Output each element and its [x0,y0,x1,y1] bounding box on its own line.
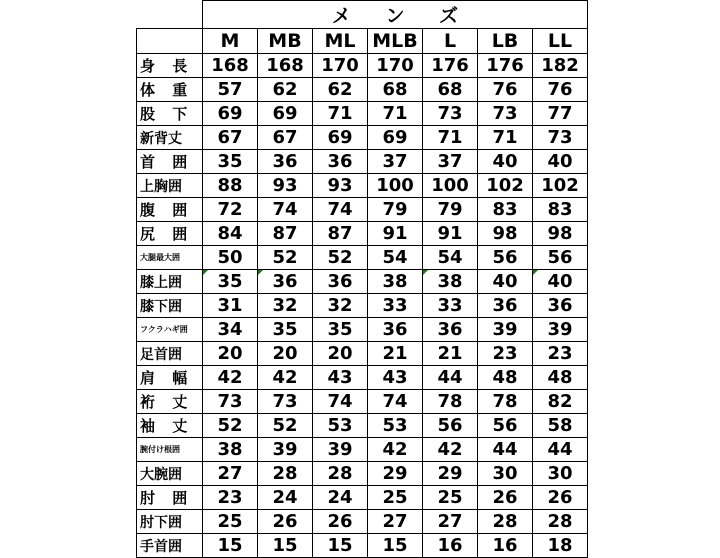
value-cell[interactable]: 35 [258,318,313,342]
corner-cell [137,29,203,54]
value-cell[interactable]: 28 [258,462,313,486]
size-header-ll[interactable]: LL [533,29,588,54]
table-row [137,414,588,438]
table-row [137,318,588,342]
value-cell[interactable]: 48 [533,366,588,390]
value-cell[interactable]: 71 [423,126,478,150]
value-cell[interactable]: 31 [203,294,258,318]
value-cell[interactable]: 76 [478,78,533,102]
row-label[interactable]: 股 下 [137,102,203,126]
row-label[interactable]: 腹 囲 [137,198,203,222]
table-row [137,246,588,270]
value-cell[interactable]: 42 [203,366,258,390]
value-cell[interactable]: 168 [203,54,258,78]
table-row [137,198,588,222]
value-cell[interactable]: 73 [478,102,533,126]
value-cell[interactable]: 20 [313,342,368,366]
value-cell[interactable]: 77 [533,102,588,126]
value-cell[interactable]: 16 [478,534,533,558]
table-row [137,510,588,534]
value-cell[interactable]: 74 [313,390,368,414]
value-cell[interactable]: 24 [258,486,313,510]
table-row [137,150,588,174]
value-cell[interactable]: 79 [423,198,478,222]
value-cell[interactable]: 52 [203,414,258,438]
table-row [137,54,588,78]
value-cell[interactable]: 37 [368,150,423,174]
value-cell[interactable]: 23 [478,342,533,366]
value-cell[interactable]: 18 [533,534,588,558]
value-cell[interactable]: 40 [478,270,533,294]
row-label[interactable]: 腕付け根囲 [137,438,203,462]
value-cell[interactable]: 40 [533,150,588,174]
value-cell[interactable]: 16 [423,534,478,558]
row-label[interactable]: 大腿最大囲 [137,246,203,270]
value-cell[interactable]: 39 [533,318,588,342]
value-cell[interactable]: 21 [423,342,478,366]
size-header-mlb[interactable]: MLB [368,29,423,54]
value-cell[interactable]: 42 [258,366,313,390]
value-cell[interactable]: 100 [423,174,478,198]
value-cell[interactable]: 23 [203,486,258,510]
value-cell[interactable]: 182 [533,54,588,78]
value-cell[interactable]: 20 [258,342,313,366]
table-row [137,102,588,126]
row-label[interactable]: 肘 囲 [137,486,203,510]
value-cell[interactable]: 69 [313,126,368,150]
table-row [137,462,588,486]
value-cell[interactable]: 73 [533,126,588,150]
value-cell[interactable]: 15 [368,534,423,558]
value-cell[interactable]: 170 [368,54,423,78]
value-cell[interactable]: 53 [313,414,368,438]
table-row [137,270,588,294]
value-cell[interactable]: 27 [423,510,478,534]
value-cell[interactable]: 74 [313,198,368,222]
value-cell[interactable]: 69 [258,102,313,126]
value-cell[interactable]: 26 [533,486,588,510]
value-cell[interactable]: 73 [203,390,258,414]
value-cell[interactable]: 72 [203,198,258,222]
value-cell[interactable]: 74 [368,390,423,414]
value-cell[interactable]: 40 [533,270,588,294]
table-row [137,78,588,102]
value-cell[interactable]: 21 [368,342,423,366]
value-cell[interactable]: 30 [478,462,533,486]
value-cell[interactable]: 42 [423,438,478,462]
row-label[interactable]: 首 囲 [137,150,203,174]
row-label[interactable]: 足首囲 [137,342,203,366]
table-row [137,438,588,462]
value-cell[interactable]: 30 [533,462,588,486]
value-cell[interactable]: 37 [423,150,478,174]
value-cell[interactable]: 87 [258,222,313,246]
row-label[interactable]: フクラハギ囲 [137,318,203,342]
value-cell[interactable]: 76 [533,78,588,102]
value-cell[interactable]: 56 [478,414,533,438]
value-cell[interactable]: 36 [478,294,533,318]
value-cell[interactable]: 176 [478,54,533,78]
value-cell[interactable]: 28 [533,510,588,534]
corner-cell [137,1,203,29]
value-cell[interactable]: 53 [368,414,423,438]
value-cell[interactable]: 28 [313,462,368,486]
value-cell[interactable]: 25 [203,510,258,534]
value-cell[interactable]: 33 [368,294,423,318]
value-cell[interactable]: 84 [203,222,258,246]
row-label[interactable]: 体 重 [137,78,203,102]
value-cell[interactable]: 25 [423,486,478,510]
value-cell[interactable]: 68 [368,78,423,102]
value-cell[interactable]: 38 [368,270,423,294]
value-cell[interactable]: 71 [368,102,423,126]
value-cell[interactable]: 36 [258,150,313,174]
value-cell[interactable]: 32 [313,294,368,318]
value-cell[interactable]: 52 [313,246,368,270]
value-cell[interactable]: 27 [203,462,258,486]
row-label[interactable]: 膝上囲 [137,270,203,294]
size-header-ml[interactable]: ML [313,29,368,54]
value-cell[interactable]: 32 [258,294,313,318]
value-cell[interactable]: 33 [423,294,478,318]
value-cell[interactable]: 36 [313,270,368,294]
row-label[interactable]: 上胸囲 [137,174,203,198]
value-cell[interactable]: 69 [203,102,258,126]
value-cell[interactable]: 62 [313,78,368,102]
value-cell[interactable]: 87 [313,222,368,246]
value-cell[interactable]: 26 [258,510,313,534]
value-cell[interactable]: 57 [203,78,258,102]
table-row [137,486,588,510]
value-cell[interactable]: 26 [313,510,368,534]
value-cell[interactable]: 56 [533,246,588,270]
row-label[interactable]: 肘下囲 [137,510,203,534]
value-cell[interactable]: 39 [313,438,368,462]
value-cell[interactable]: 29 [368,462,423,486]
value-cell[interactable]: 62 [258,78,313,102]
value-cell[interactable]: 100 [368,174,423,198]
value-cell[interactable]: 83 [478,198,533,222]
value-cell[interactable]: 67 [203,126,258,150]
table-row [137,174,588,198]
value-cell[interactable]: 38 [423,270,478,294]
value-cell[interactable]: 24 [313,486,368,510]
value-cell[interactable]: 52 [258,246,313,270]
size-header-lb[interactable]: LB [478,29,533,54]
value-cell[interactable]: 73 [258,390,313,414]
value-cell[interactable]: 36 [423,318,478,342]
table-row [137,390,588,414]
value-cell[interactable]: 168 [258,54,313,78]
row-label[interactable]: 膝下囲 [137,294,203,318]
value-cell[interactable]: 79 [368,198,423,222]
value-cell[interactable]: 36 [258,270,313,294]
table-row [137,366,588,390]
value-cell[interactable]: 56 [478,246,533,270]
value-cell[interactable]: 34 [203,318,258,342]
value-cell[interactable]: 83 [533,198,588,222]
size-header-mb[interactable]: MB [258,29,313,54]
value-cell[interactable]: 44 [423,366,478,390]
value-cell[interactable]: 176 [423,54,478,78]
value-cell[interactable]: 39 [258,438,313,462]
row-label[interactable]: 身 長 [137,54,203,78]
value-cell[interactable]: 91 [368,222,423,246]
value-cell[interactable]: 73 [423,102,478,126]
row-label[interactable]: 裄 丈 [137,390,203,414]
value-cell[interactable]: 28 [478,510,533,534]
value-cell[interactable]: 67 [258,126,313,150]
value-cell[interactable]: 15 [258,534,313,558]
value-cell[interactable]: 15 [313,534,368,558]
value-cell[interactable]: 54 [368,246,423,270]
size-chart-table [136,0,588,558]
value-cell[interactable]: 35 [313,318,368,342]
table-row [137,126,588,150]
value-cell[interactable]: 29 [423,462,478,486]
value-cell[interactable]: 36 [313,150,368,174]
value-cell[interactable]: 102 [478,174,533,198]
value-cell[interactable]: 71 [313,102,368,126]
value-cell[interactable]: 58 [533,414,588,438]
value-cell[interactable]: 20 [203,342,258,366]
value-cell[interactable]: 42 [368,438,423,462]
value-cell[interactable]: 54 [423,246,478,270]
value-cell[interactable]: 44 [478,438,533,462]
value-cell[interactable]: 78 [478,390,533,414]
value-cell[interactable]: 170 [313,54,368,78]
value-cell[interactable]: 78 [423,390,478,414]
value-cell[interactable]: 25 [368,486,423,510]
value-cell[interactable]: 39 [478,318,533,342]
value-cell[interactable]: 27 [368,510,423,534]
value-cell[interactable]: 74 [258,198,313,222]
value-cell[interactable]: 52 [258,414,313,438]
value-cell[interactable]: 68 [423,78,478,102]
value-cell[interactable]: 50 [203,246,258,270]
value-cell[interactable]: 36 [533,294,588,318]
row-label[interactable]: 手首囲 [137,534,203,558]
value-cell[interactable]: 15 [203,534,258,558]
row-label[interactable]: 大腕囲 [137,462,203,486]
value-cell[interactable]: 35 [203,270,258,294]
value-cell[interactable]: 93 [313,174,368,198]
row-label[interactable]: 新背丈 [137,126,203,150]
value-cell[interactable]: 71 [478,126,533,150]
table-row [137,294,588,318]
value-cell[interactable]: 38 [203,438,258,462]
value-cell[interactable]: 36 [368,318,423,342]
value-cell[interactable]: 69 [368,126,423,150]
value-cell[interactable]: 40 [478,150,533,174]
row-label[interactable]: 袖 丈 [137,414,203,438]
value-cell[interactable]: 43 [368,366,423,390]
size-header-m[interactable]: M [203,29,258,54]
value-cell[interactable]: 26 [478,486,533,510]
value-cell[interactable]: 102 [533,174,588,198]
value-cell[interactable]: 82 [533,390,588,414]
value-cell[interactable]: 44 [533,438,588,462]
value-cell[interactable]: 91 [423,222,478,246]
value-cell[interactable]: 23 [533,342,588,366]
value-cell[interactable]: 43 [313,366,368,390]
value-cell[interactable]: 48 [478,366,533,390]
value-cell[interactable]: 35 [203,150,258,174]
value-cell[interactable]: 88 [203,174,258,198]
size-header-l[interactable]: L [423,29,478,54]
table-title: メ ン ズ [203,1,588,29]
value-cell[interactable]: 93 [258,174,313,198]
value-cell[interactable]: 98 [533,222,588,246]
table-row [137,534,588,558]
value-cell[interactable]: 98 [478,222,533,246]
row-label[interactable]: 肩 幅 [137,366,203,390]
table-row [137,342,588,366]
table-row [137,222,588,246]
row-label[interactable]: 尻 囲 [137,222,203,246]
value-cell[interactable]: 56 [423,414,478,438]
